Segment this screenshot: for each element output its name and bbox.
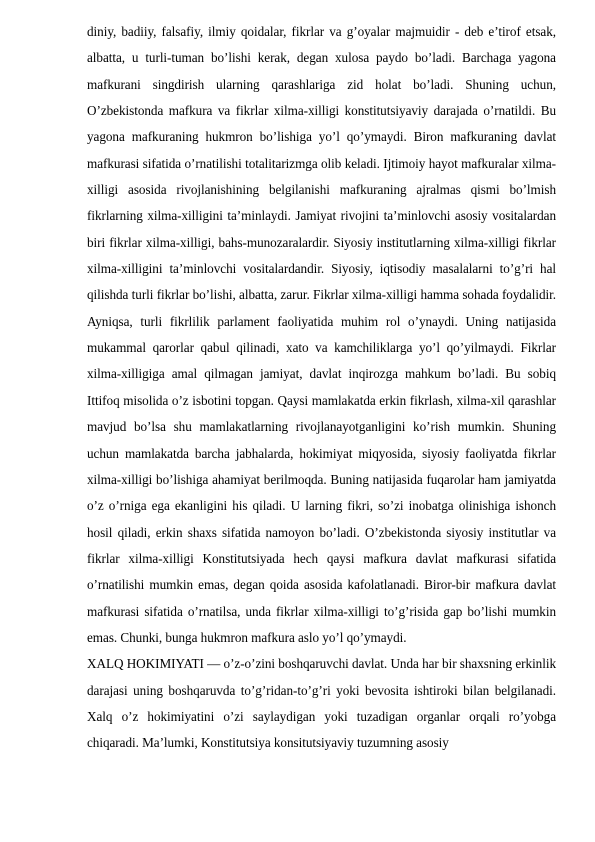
body-paragraph-1: diniy, badiiy, falsafiy, ilmiy qoidalar, fikrlar va g’oyalar majmuidir - deb e’tirof etsak, albatta, u turli-tuman bo’lishi kerak, degan xulosa paydo bo’ladi. Barchaga yagona mafkurani singdirish ularning qarashlariga zid holat bo’ladi. Shuning uchun, O’zbekistonda mafkura va fikrlar xilma-xilligi konstitutsiyaviy darajada o’rnatildi. Bu yagona mafkuraning hukmron bo’lishiga yo’l qo’ymaydi. Biron mafkuraning davlat mafkurasi sifatida o’rnatilishi totalitarizmga olib keladi. Ijtimoiy hayot mafkuralar xilma-xilligi asosida rivojlanishining belgilanishi mafkuraning ajralmas qismi bo’lmish fikrlarning xilma-xilligini ta’minlaydi. Jamiyat rivojini ta’minlovchi asosiy vositalardan biri fikrlar xilma-xilligi, bahs-munozaralardir. Siyosiy institutlarning xilma-xilligi fikrlar xilma-xilligini ta’minlovchi vositalardandir. Siyosiy, iqtisodiy masalalarni to’g’ri hal qilishda turli fikrlar bo’lishi, albatta, zarur. Fikrlar xilma-xilligi hamma sohada foydalidir. Ayniqsa, turli fikrlilik parlament faoliyatida muhim rol o’ynaydi. Uning natijasida mukammal qarorlar qabul qilinadi, xato va kamchiliklarga yo’l qo’yilmaydi. Fikrlar xilma-xilligiga amal qilmagan jamiyat, davlat inqirozga mahkum bo’ladi. Bu sobiq Ittifoq misolida o’z isbotini topgan. Qaysi mamlakatda erkin fikrlash, xilma-xil qarashlar mavjud bo’lsa shu mamlakatlarning rivojlanayotganligini ko’rish mumkin. Shuning uchun mamlakatda barcha jabhalarda, hokimiyat miqyosida, siyosiy faoliyatda fikrlar xilma-xilligi bo’lishiga ahamiyat berilmoqda. Buning natijasida fuqarolar ham jamiyatda o’z o’rniga ega ekanligini his qiladi. U larning fikri, so’zi inobatga olinishiga ishonch hosil qiladi, erkin shaxs sifatida namoyon bo’ladi. O’zbekistonda siyosiy institutlar va fikrlar xilma-xilligi Konstitutsiyada hech qaysi mafkura davlat mafkurasi sifatida o’rnatilishi mumkin emas, degan qoida asosida kafolatlanadi. Biror-bir mafkura davlat mafkurasi sifatida o’rnatilsa, unda fikrlar xilma-xilligi to’g’risida gap bo’lishi mumkin emas. Chunki, bunga hukmron mafkura aslo yo’l qo’ymaydi.	[87, 24, 556, 645]
body-paragraph-2: XALQ HOKIMIYATI — o’z-o’zini boshqaruvchi davlat. Unda har bir shaxsning erkinlik darajasi uning boshqaruvda to’g’ridan-to’g’ri yoki bevosita ishtiroki bilan belgilanadi. Xalq o’z hokimiyatini o’zi saylaydigan yoki tuzadigan organlar orqali ro’yobga chiqaradi. Ma’lumki, Konstitutsiya konsitutsiyaviy tuzumning asosiy	[87, 656, 556, 751]
document-page	[87, 19, 556, 757]
